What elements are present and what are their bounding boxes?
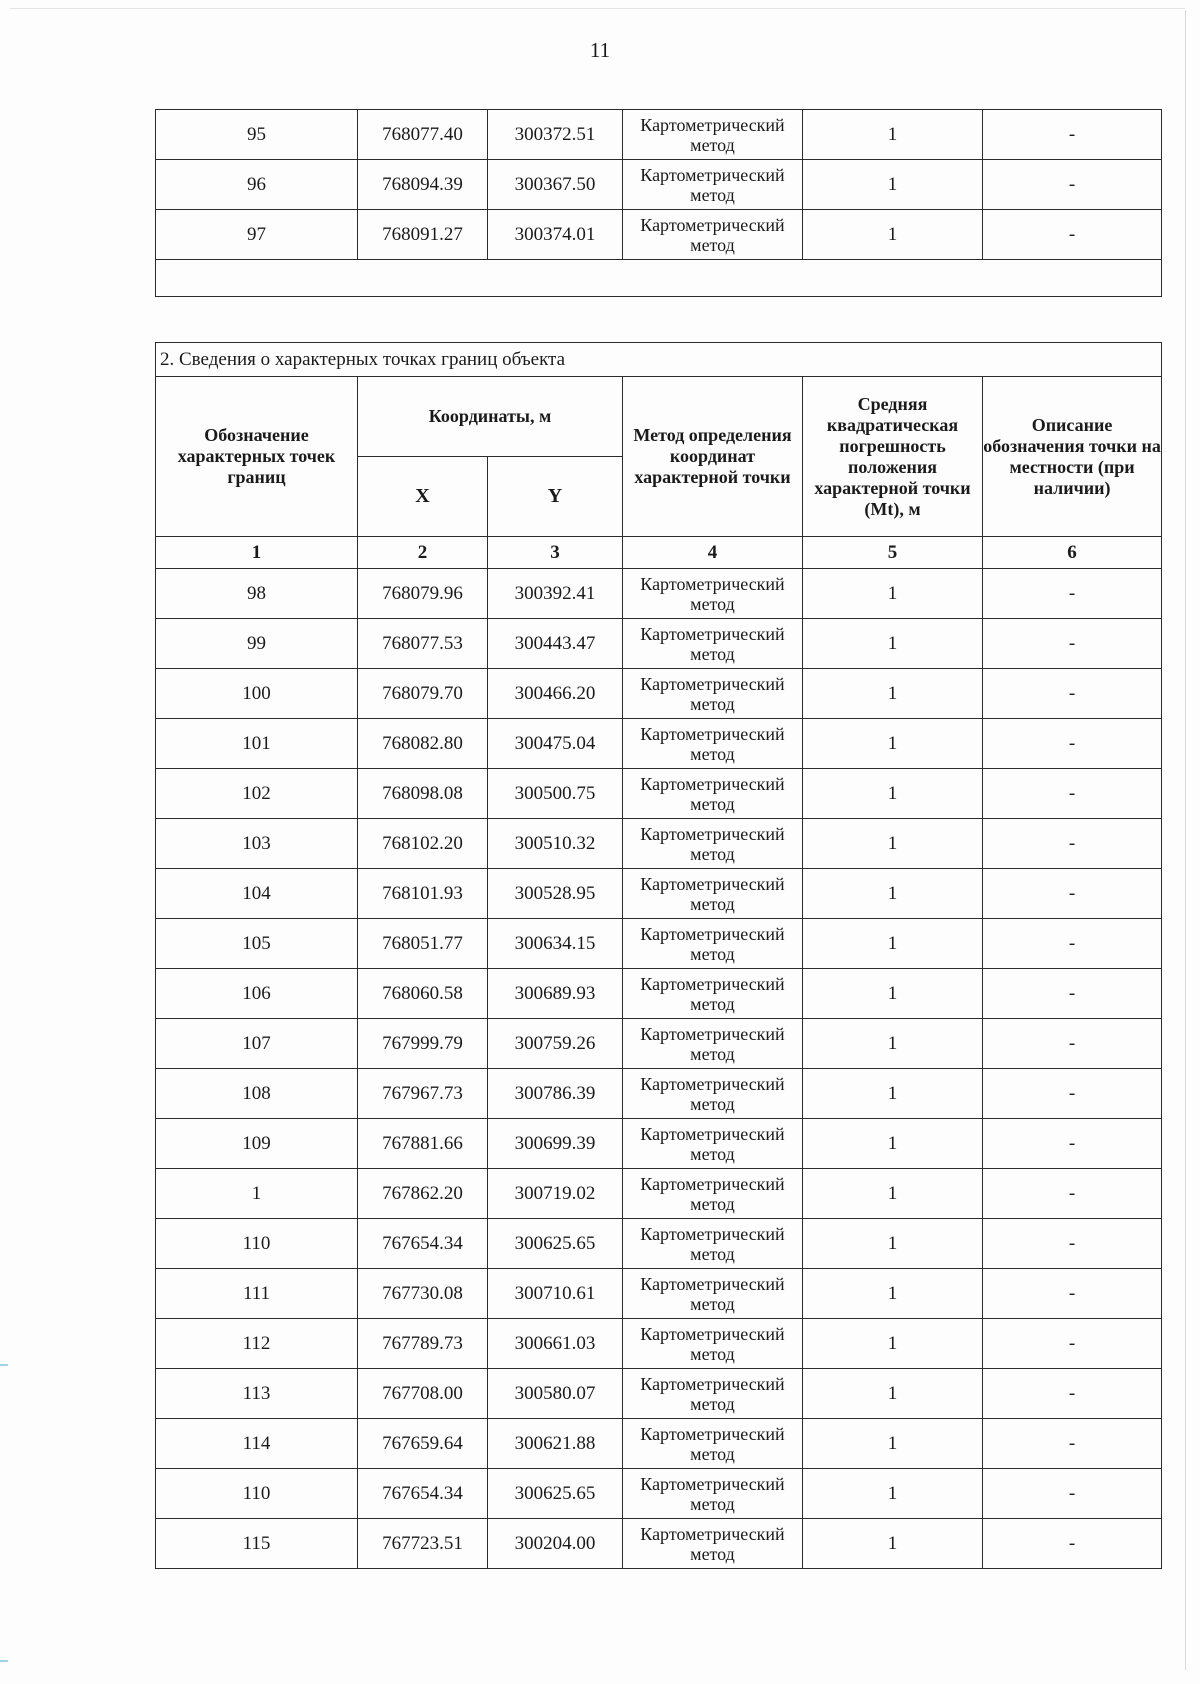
cell-y: 300661.03 xyxy=(488,1319,623,1369)
cell-description: - xyxy=(983,1069,1162,1119)
cell-description: - xyxy=(983,819,1162,869)
cell-mt: 1 xyxy=(803,1269,983,1319)
cell-point: 108 xyxy=(156,1069,358,1119)
cell-y: 300528.95 xyxy=(488,869,623,919)
table-row xyxy=(156,210,1162,260)
cell-method: Картометрический метод xyxy=(623,1519,803,1569)
cell-x: 767723.51 xyxy=(358,1519,488,1569)
table-row xyxy=(156,110,1162,160)
cell-description: - xyxy=(983,619,1162,669)
cell-y: 300719.02 xyxy=(488,1169,623,1219)
cell-description: - xyxy=(983,1219,1162,1269)
cell-method: Картометрический метод xyxy=(623,1219,803,1269)
table-row xyxy=(156,1369,1162,1419)
column-number: 4 xyxy=(623,537,803,569)
cell-mt: 1 xyxy=(803,1419,983,1469)
cell-method: Картометрический метод xyxy=(623,569,803,619)
cell-description: - xyxy=(983,160,1162,210)
cell-point: 109 xyxy=(156,1119,358,1169)
cell-x: 767967.73 xyxy=(358,1069,488,1119)
cell-method: Картометрический метод xyxy=(623,869,803,919)
boundary-points-table-body xyxy=(156,569,1162,1569)
cell-y: 300500.75 xyxy=(488,769,623,819)
table-row xyxy=(156,1219,1162,1269)
cell-x: 767654.34 xyxy=(358,1219,488,1269)
table-row xyxy=(156,619,1162,669)
table-row xyxy=(156,1119,1162,1169)
cell-y: 300475.04 xyxy=(488,719,623,769)
cell-point: 111 xyxy=(156,1269,358,1319)
cell-description: - xyxy=(983,210,1162,260)
cell-description: - xyxy=(983,1519,1162,1569)
cell-y: 300510.32 xyxy=(488,819,623,869)
continuation-table xyxy=(155,109,1162,297)
cell-description: - xyxy=(983,769,1162,819)
cell-description: - xyxy=(983,919,1162,969)
cell-point: 110 xyxy=(156,1219,358,1269)
cell-y: 300621.88 xyxy=(488,1419,623,1469)
cell-y: 300466.20 xyxy=(488,669,623,719)
header-coordinates: Координаты, м xyxy=(358,377,623,457)
scan-mark xyxy=(0,1364,8,1366)
cell-description: - xyxy=(983,669,1162,719)
cell-point: 102 xyxy=(156,769,358,819)
table-row xyxy=(156,969,1162,1019)
table-row xyxy=(156,769,1162,819)
cell-description: - xyxy=(983,1319,1162,1369)
cell-mt: 1 xyxy=(803,1169,983,1219)
cell-point: 114 xyxy=(156,1419,358,1469)
cell-x: 768102.20 xyxy=(358,819,488,869)
cell-point: 101 xyxy=(156,719,358,769)
cell-point: 104 xyxy=(156,869,358,919)
cell-method: Картометрический метод xyxy=(623,669,803,719)
cell-mt: 1 xyxy=(803,619,983,669)
table-row xyxy=(156,569,1162,619)
table-row xyxy=(156,1169,1162,1219)
cell-method: Картометрический метод xyxy=(623,969,803,1019)
cell-method: Картометрический метод xyxy=(623,1169,803,1219)
cell-point: 115 xyxy=(156,1519,358,1569)
cell-mt: 1 xyxy=(803,569,983,619)
cell-method: Картометрический метод xyxy=(623,819,803,869)
cell-x: 768079.70 xyxy=(358,669,488,719)
page-edge xyxy=(10,8,1185,9)
cell-point: 107 xyxy=(156,1019,358,1069)
cell-point: 95 xyxy=(156,110,358,160)
table-row xyxy=(156,669,1162,719)
cell-mt: 1 xyxy=(803,969,983,1019)
cell-mt: 1 xyxy=(803,1219,983,1269)
cell-mt: 1 xyxy=(803,919,983,969)
table-row xyxy=(156,819,1162,869)
cell-point: 96 xyxy=(156,160,358,210)
page-number: 11 xyxy=(589,38,611,62)
cell-method: Картометрический метод xyxy=(623,110,803,160)
cell-x: 767999.79 xyxy=(358,1019,488,1069)
cell-mt: 1 xyxy=(803,869,983,919)
header-mt: Средняя квадратическая погрешность положения характерной точки (Mt), м xyxy=(803,377,983,537)
cell-x: 768091.27 xyxy=(358,210,488,260)
cell-method: Картометрический метод xyxy=(623,619,803,669)
continuation-table-body xyxy=(156,110,1162,260)
cell-method: Картометрический метод xyxy=(623,1469,803,1519)
table-row xyxy=(156,869,1162,919)
table-row xyxy=(156,160,1162,210)
cell-point: 100 xyxy=(156,669,358,719)
cell-x: 767708.00 xyxy=(358,1369,488,1419)
header-method: Метод определения координат характерной точки xyxy=(623,377,803,537)
scan-mark xyxy=(0,1660,8,1662)
cell-y: 300625.65 xyxy=(488,1219,623,1269)
cell-y: 300759.26 xyxy=(488,1019,623,1069)
cell-x: 768098.08 xyxy=(358,769,488,819)
cell-y: 300689.93 xyxy=(488,969,623,1019)
cell-y: 300580.07 xyxy=(488,1369,623,1419)
cell-method: Картометрический метод xyxy=(623,1019,803,1069)
column-number: 5 xyxy=(803,537,983,569)
column-numbers-row xyxy=(156,537,1162,569)
table-row xyxy=(156,1069,1162,1119)
cell-point: 97 xyxy=(156,210,358,260)
cell-mt: 1 xyxy=(803,1469,983,1519)
cell-description: - xyxy=(983,969,1162,1019)
column-number: 6 xyxy=(983,537,1162,569)
cell-description: - xyxy=(983,569,1162,619)
table-row xyxy=(156,919,1162,969)
cell-method: Картометрический метод xyxy=(623,210,803,260)
cell-method: Картометрический метод xyxy=(623,1119,803,1169)
cell-y: 300372.51 xyxy=(488,110,623,160)
cell-point: 1 xyxy=(156,1169,358,1219)
cell-method: Картометрический метод xyxy=(623,719,803,769)
cell-x: 768082.80 xyxy=(358,719,488,769)
cell-description: - xyxy=(983,1269,1162,1319)
cell-mt: 1 xyxy=(803,719,983,769)
cell-x: 767789.73 xyxy=(358,1319,488,1369)
cell-point: 113 xyxy=(156,1369,358,1419)
cell-y: 300367.50 xyxy=(488,160,623,210)
cell-point: 98 xyxy=(156,569,358,619)
cell-point: 99 xyxy=(156,619,358,669)
cell-point: 112 xyxy=(156,1319,358,1369)
cell-y: 300699.39 xyxy=(488,1119,623,1169)
page-edge xyxy=(1185,10,1186,1670)
cell-x: 768060.58 xyxy=(358,969,488,1019)
table-row xyxy=(156,719,1162,769)
cell-x: 768077.53 xyxy=(358,619,488,669)
cell-y: 300634.15 xyxy=(488,919,623,969)
cell-mt: 1 xyxy=(803,1069,983,1119)
cell-mt: 1 xyxy=(803,110,983,160)
cell-x: 767862.20 xyxy=(358,1169,488,1219)
cell-description: - xyxy=(983,1169,1162,1219)
cell-method: Картометрический метод xyxy=(623,1369,803,1419)
table-row xyxy=(156,1019,1162,1069)
cell-x: 768051.77 xyxy=(358,919,488,969)
table-row xyxy=(156,1419,1162,1469)
header-y: Y xyxy=(488,457,623,537)
cell-description: - xyxy=(983,869,1162,919)
header-description: Описание обозначения точки на местности (при наличии) xyxy=(983,377,1162,537)
table-row xyxy=(156,1469,1162,1519)
section-title: 2. Сведения о характерных точках границ объекта xyxy=(156,343,1162,377)
cell-x: 768101.93 xyxy=(358,869,488,919)
cell-point: 106 xyxy=(156,969,358,1019)
cell-description: - xyxy=(983,1119,1162,1169)
cell-mt: 1 xyxy=(803,210,983,260)
cell-x: 767654.34 xyxy=(358,1469,488,1519)
cell-y: 300625.65 xyxy=(488,1469,623,1519)
cell-y: 300786.39 xyxy=(488,1069,623,1119)
cell-mt: 1 xyxy=(803,160,983,210)
cell-description: - xyxy=(983,719,1162,769)
cell-description: - xyxy=(983,1419,1162,1469)
cell-mt: 1 xyxy=(803,1319,983,1369)
cell-description: - xyxy=(983,1469,1162,1519)
table-row xyxy=(156,1519,1162,1569)
cell-method: Картометрический метод xyxy=(623,769,803,819)
cell-x: 767659.64 xyxy=(358,1419,488,1469)
cell-description: - xyxy=(983,1369,1162,1419)
cell-point: 110 xyxy=(156,1469,358,1519)
cell-x: 768094.39 xyxy=(358,160,488,210)
cell-x: 768079.96 xyxy=(358,569,488,619)
cell-mt: 1 xyxy=(803,819,983,869)
cell-mt: 1 xyxy=(803,1119,983,1169)
table-row xyxy=(156,1269,1162,1319)
cell-mt: 1 xyxy=(803,769,983,819)
empty-row xyxy=(156,260,1162,297)
cell-mt: 1 xyxy=(803,1369,983,1419)
cell-method: Картометрический метод xyxy=(623,160,803,210)
cell-method: Картометрический метод xyxy=(623,1269,803,1319)
cell-mt: 1 xyxy=(803,1519,983,1569)
cell-mt: 1 xyxy=(803,669,983,719)
cell-description: - xyxy=(983,1019,1162,1069)
cell-x: 767730.08 xyxy=(358,1269,488,1319)
cell-mt: 1 xyxy=(803,1019,983,1069)
cell-x: 767881.66 xyxy=(358,1119,488,1169)
cell-method: Картометрический метод xyxy=(623,1319,803,1369)
cell-y: 300204.00 xyxy=(488,1519,623,1569)
boundary-points-table xyxy=(155,342,1162,1569)
column-number: 2 xyxy=(358,537,488,569)
cell-method: Картометрический метод xyxy=(623,1069,803,1119)
cell-method: Картометрический метод xyxy=(623,1419,803,1469)
cell-point: 103 xyxy=(156,819,358,869)
cell-description: - xyxy=(983,110,1162,160)
header-x: X xyxy=(358,457,488,537)
cell-y: 300443.47 xyxy=(488,619,623,669)
column-number: 1 xyxy=(156,537,358,569)
cell-y: 300710.61 xyxy=(488,1269,623,1319)
cell-point: 105 xyxy=(156,919,358,969)
cell-x: 768077.40 xyxy=(358,110,488,160)
cell-method: Картометрический метод xyxy=(623,919,803,969)
cell-y: 300374.01 xyxy=(488,210,623,260)
column-number: 3 xyxy=(488,537,623,569)
header-designation: Обозначение характерных точек границ xyxy=(156,377,358,537)
table-row xyxy=(156,1319,1162,1369)
cell-y: 300392.41 xyxy=(488,569,623,619)
